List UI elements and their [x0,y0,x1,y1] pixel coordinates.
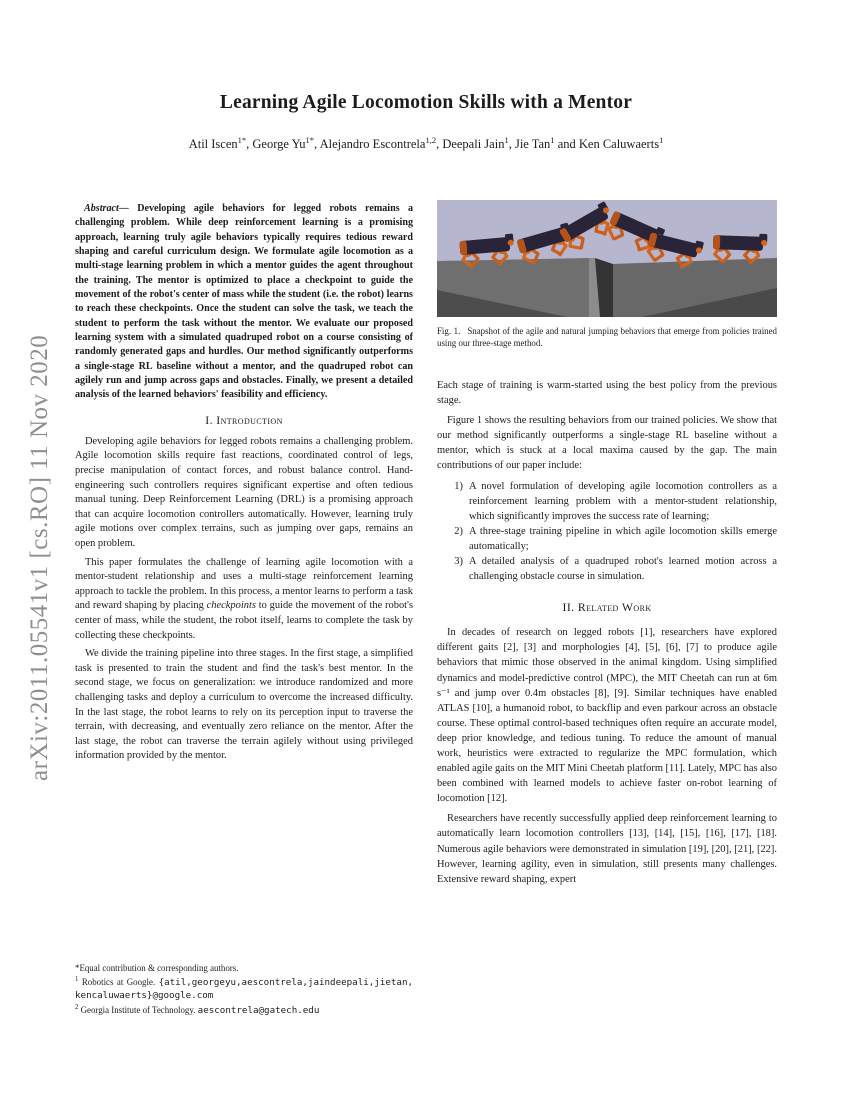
contributions-list [437,479,777,585]
contribution-item-2: 2) A three-stage training pipeline in which agile locomotion skills emerge automatically; [454,525,777,552]
body-paragraph-contributions-intro: Figure 1 shows the resulting behaviors from our trained policies. We show that our method significantly outperforms a single-stage RL baseline without a mentor, which is stuck at a local maxima caused by the gap. The main contributions of our paper include: [437,415,777,472]
author: Alejandro Escontrela$^{1,2}$, [319,134,443,151]
checkpoints-emphasis: checkpoints [206,600,256,612]
footnote-equal-contribution: *Equal contribution & corresponding authors. [75,963,239,973]
body-paragraph-warm-start: Each stage of training is warm-started using the best policy from the previous stage. [437,380,777,407]
right-column [437,200,777,892]
section-heading-introduction: I. Introduction [205,412,283,427]
figure-1-label: Fig. 1. [437,326,461,336]
footnote-affiliation-2: $^2$ Georgia Institute of Technology. aescontrela@gatech.edu [75,1003,320,1016]
related-work-paragraph-1: In decades of research on legged robots [1], researchers have explored different gaits [2], [3] and morphologies [4], [5], [6], [7] to produce agile behaviors that mimic those observed in the animal kingdom. Using simplified dynamics and model-predictive control (MPC), the MIT Cheetah can run at 6m s⁻¹ and jump over 0.4m obstacles [8], [9]. Similar techniques have enabled ATLAS [10], a humanoid robot, to backflip and even parkour across an obstacle course. These optimal control-based techniques often require an accurate model, deep prior knowledge, and tedious tuning. To reduce the amount of manual work, heuristics were extracted to regularize the MPC formulation, which enabled agile gaits on the MIT Mini Cheetah platform [11]. Lately, MPC has also been combined with learned models to achieve faster on-robot learning of locomotion [12]. [437,627,777,805]
paper-header [74,92,778,152]
author: Ken Caluwaerts$^1$ [578,134,664,151]
arxiv-banner: arXiv:2011.05541v1 [cs.RO] 11 Nov 2020 [26,334,53,782]
email-google: {atil,georgeyu,aescontrela,jaindeepali,jietan,kencaluwaerts}@google.com [75,976,414,1001]
page-title: Learning Agile Locomotion Skills with a Mentor [219,92,633,113]
author-line [74,134,778,152]
abstract-text: Developing agile behaviors for legged robots remains a challenging problem. While deep reinforcement learning is a promising approach, learning truly agile behaviors typically requires tedious reward shaping and careful curriculum design. We formulate agile locomotion as a multi-stage learning problem in which a mentor guides the agent throughout the training. The mentor is optimized to place a checkpoint to guide the movement of the robot's center of mass while the student (i.e. the robot) learns to reach these checkpoints. Once the student can solve the task, we teach the student to perform the task without the mentor. We evaluate our proposed learning system with a simulated quadruped robot on a course consisting of randomly generated gaps and hurdles. Our method significantly outperforms a single-stage RL baseline without a mentor, and the quadruped robot can agilely run and jump across gaps and obstacles. Finally, we present a detailed analysis of the learned behaviors' feasibility and efficiency. [75,203,413,401]
author: Deepali Jain$^1$, [442,134,515,151]
contribution-item-1: 1) A novel formulation of developing agile locomotion controllers as a reinforcement learning problem with a mentor-student relationship, which significantly improves the success rate of learning; [454,480,777,522]
intro-paragraph-2: This paper formulates the challenge of learning agile locomotion with a mentor-student relationship and uses a multi-stage reinforcement learning approach to tackle the problem. In this process, a mentor learns to perform a task and reward shaping by placing checkpoints to guide the movement of the robot's center of mass, while the student, the robot itself, learns to complete the task by collecting these checkpoints. [75,556,414,641]
abstract-label: Abstract— [84,203,138,214]
email-gatech: aescontrela@gatech.edu [197,1004,320,1016]
figure-1-image [437,200,777,317]
author: George $Yu^{1*}$, [252,134,320,151]
intro-paragraph-3: We divide the training pipeline into three stages. In the first stage, a simplified task is presented to train the student and find the task's best mentor. In the second stage, we focus on generalization: we introduce randomized and more challenging tasks and deploy a curriculum to overcome the increased difficulty. In the last stage, the robot learns to rely on its perception input to traverse the terrain, with decreasing, and eventually zero reliance on the mentor. After the last stage, the robot can traverse the terrain agilely without using privileged information provided by the mentor. [75,648,413,762]
footnotes [75,962,413,1017]
contribution-item-3: 3) A detailed analysis of a quadruped robot's learned motion across a challenging obstacle course in simulation. [454,556,777,583]
section-heading-related-work: II. Related Work [562,600,652,615]
jumping-robots-illustration [437,200,777,317]
footnote-affiliation-1: $^1$ Robotics at Google. {atil,georgeyu,aescontrela,jaindeepali,jietan,kencaluwaerts}@google.com [75,976,414,1001]
author: Atil Iscen$^{1*}$, [188,134,253,151]
author: Jie Tan$^1$ and [514,134,579,151]
figure-1-caption: Fig. 1. Snapshot of the agile and natural jumping behaviors that emerge from policies trained using our three-stage method. [437,326,777,348]
related-work-paragraph-2: Researchers have recently successfully applied deep reinforcement learning to automatically learn locomotion controllers [13], [14], [15], [16], [17], [18]. Numerous agile behaviors were demonstrated in simulation [19], [20], [21], [22]. However, learning agility, even in simulation, still presents many challenges. Extensive reward shaping, expert [437,813,777,885]
left-column [75,202,413,768]
intro-paragraph-1: Developing agile behaviors for legged robots remains a challenging problem. Agile locomotion skills require fast reactions, coordinated control of legs, precise manipulation of contact forces, and robust balance control. Hand-engineering such controllers requires significant expertise and often tedious manual tuning. Deep Reinforcement Learning (DRL) is a promising approach that can acquire locomotion controllers automatically. However, learning truly agile motions over complex terrains, such as jumping over gaps, remains an open problem. [75,435,413,549]
abstract-paragraph [75,202,413,403]
